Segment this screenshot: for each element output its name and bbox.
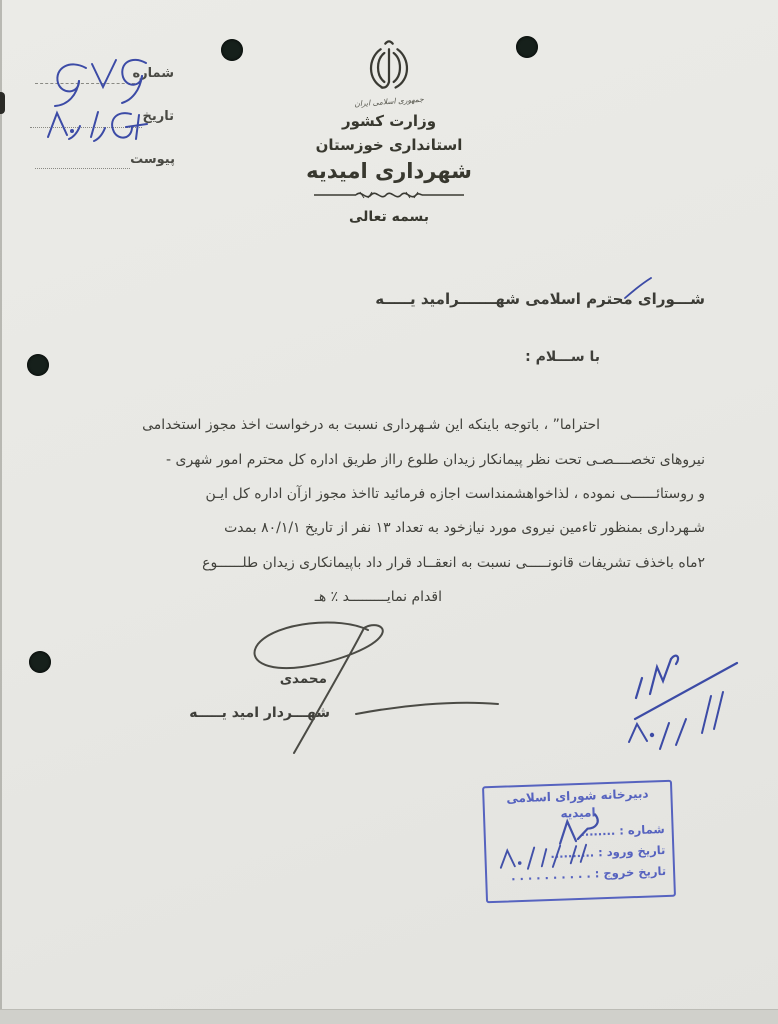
body-line: و روستائــــــی نموده ، لذاخواهشمنداست اجازه فرمائید تااخذ مجوز ازآن اداره کل ایـن [205,486,705,502]
addressee-line: شـــورای محترم اسلامی شهـــــــرامید یـــــه [375,290,705,308]
signer-name: محمدی [279,671,327,687]
ministry-name: وزارت کشور [341,112,437,130]
stamp-title: دبیرخانه شورای اسلامی امیدیه [506,786,649,821]
country-script: جمهوری اسلامی ایران [353,94,425,109]
margin-annotation-date [629,692,723,749]
stamp-exit-date-row: تاریخ خروج : . . . . . . . . . . [510,864,667,884]
body-line: شـهرداری بمنظور تاءمین نیروی مورد نیازخود به تعداد ۱۳ نفر از تاریخ ۸۰/۱/۱ بمدت [224,520,705,536]
secretariat-stamp [482,780,676,904]
scan-edge-line [0,0,2,1024]
stamp-handwritten-entry-date [496,840,609,872]
letterhead [284,38,494,225]
punch-hole-left-upper [27,354,49,376]
punch-hole-left-lower [29,651,51,673]
municipality-name: شهرداری امیدیه [306,159,472,183]
date-field-line [30,126,142,128]
scan-edge-mark [0,92,5,114]
date-field-label: تاریخ [142,109,174,124]
invocation-text: بسمه تعالی [348,209,430,225]
attachment-field-label: پیوست [130,152,175,167]
iran-coat-of-arms-icon [361,38,417,96]
stamp-entry-date-row: تاریخ ورود : .......... [550,842,666,861]
body-line: احتراما” ، باتوجه باینکه این شـهرداری نسبت به درخواست اخذ مجوز استخدامی [142,417,600,433]
scan-bottom-shadow [0,1009,778,1024]
governorate-name: استانداری خوزستان [315,136,463,154]
number-field-label: شماره [132,66,174,81]
mayor-signature [255,622,498,753]
punch-hole-top-right [516,36,538,58]
signer-title: شهـــردار امید یـــــه [189,705,330,721]
body-line: ۲ماه باخذف تشریفات قانونـــــی نسبت به انعقــاد قرار داد باپیمانکاری زیدان طلــــــوع [202,555,705,571]
stamp-number-row: شماره : ....‎.... [580,821,665,839]
ornamental-divider [314,189,464,201]
body-line: اقدام نمایـــــــــد ٪ هـ [314,589,442,605]
body-line: نیروهای تخصــــصـی تحت نظر پیمانکار زیدان طلوع رااز طریق اداره کل محترم امور شهری - [166,452,705,468]
margin-annotation [635,656,737,719]
punch-hole-top-left [221,39,243,61]
number-field-line [35,82,140,84]
salutation: با ســـلام : [525,349,600,365]
attachment-field-line [35,167,130,169]
